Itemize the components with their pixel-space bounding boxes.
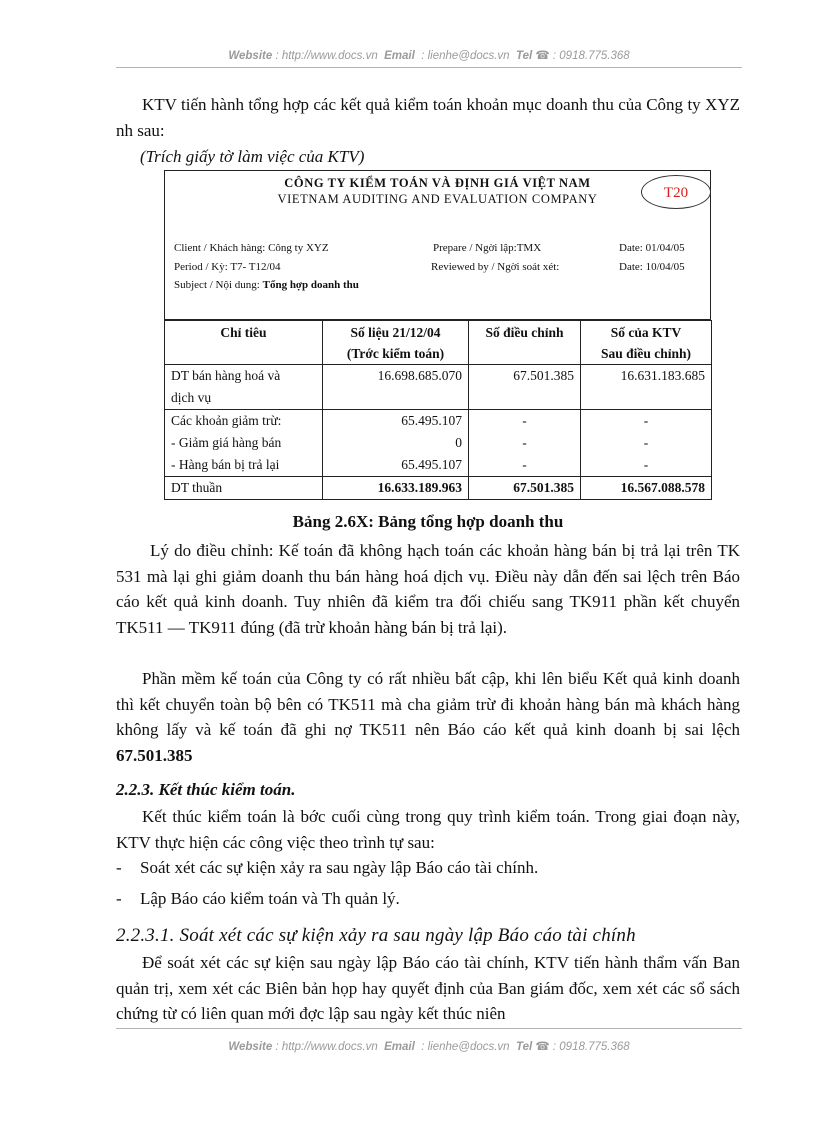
section-2-2-3-1-paragraph: Để soát xét các sự kiện sau ngày lập Báo cáo tài chính, KTV tiến hành thẩm vấn Ban quản trị, xem xét các Biên bản họp hay quyết định của Ban giám đốc, xem xét các sổ sách chứng từ có liên quan mới đợc lập sau ngày kết thúc niên [116,953,740,1023]
section-heading-2-2-3-1: 2.2.3.1. Soát xét các sự kiện xảy ra sau ngày lập Báo cáo tài chính [116,925,636,946]
page-footer [116,1039,742,1053]
adjustment-amount: 67.501.385 [116,745,193,765]
adjustment-reason-paragraph: Lý do điều chỉnh: Kế toán đã không hạch toán các khoản hàng bán bị trả lại trên TK 531 mà lại ghi giảm doanh thu bán hàng hoá dịch vụ. Điều này dẫn đến sai lệch trên Báo cáo kết quả kinh doanh. Tuy nhiên đã kiểm tra đối chiếu sang TK911 phần kết chuyển TK511 — TK911 đúng (đã trừ khoản hàng bán bị trả lại). [116,541,740,637]
email-value[interactable]: : lienhe@docs.vn [421,1041,510,1053]
table-caption: Bảng 2.6X: Bảng tổng hợp doanh thu [292,512,564,531]
cell-value: 67.501.385 [469,477,581,500]
tel-value: ☎ : 0918.775.368 [535,50,630,62]
header-cell: Số điều chỉnh [469,321,581,365]
revenue-summary-table [164,320,712,500]
subject-field [174,279,359,291]
header-cell: Số của KTV Sau điều chỉnh) [581,321,712,365]
row-label: Các khoản giảm trừ: - Giảm giá hàng bán - Hàng bán bị trả lại [165,410,323,477]
cell-value: 67.501.385 [469,365,581,410]
email-label: Email [384,1041,415,1053]
row-label: DT thuần [165,477,323,500]
table-total-row [165,477,712,500]
tel-value: ☎ : 0918.775.368 [535,1041,630,1053]
table-row [165,365,712,410]
website-label: Website [228,1041,273,1053]
cell-value: - - - [581,410,712,477]
software-text: Phần mềm kế toán của Công ty có rất nhiều bất cập, khi lên biểu Kết quả kinh doanh thì kết chuyển toàn bộ bên có TK511 mà cha giảm trừ đi khoản hàng bán mà khách hàng không lấy và kế toán đã ghi nợ TK511 nên Báo cáo kết quả kinh doanh bị sai lệch [116,669,740,739]
reference-badge: T20 [641,175,711,209]
intro-paragraph: KTV tiến hành tổng hợp các kết quả kiểm toán khoản mục doanh thu của Công ty XYZ nh sau: [116,95,740,140]
company-name-en: VIETNAM AUDITING AND EVALUATION COMPANY [277,192,598,206]
email-label: Email [384,50,415,62]
period-field: Period / Kỳ: T7- T12/04 [174,261,281,273]
section-heading-2-2-3: 2.2.3. Kết thúc kiểm toán. [116,780,296,799]
working-paper-header [164,170,711,320]
software-paragraph [116,666,740,768]
cell-value: 65.495.107 0 65.495.107 [323,410,469,477]
subject-label: Subject / Nội dung: [174,279,260,291]
page-header [116,48,742,62]
footer-divider [116,1028,742,1029]
cell-value: - - - [469,410,581,477]
header-cell: Số liệu 21/12/04 (Trớc kiểm toán) [323,321,469,365]
website-url[interactable]: : http://www.docs.vn [275,1041,378,1053]
cell-value: 16.567.088.578 [581,477,712,500]
cell-value: 16.631.183.685 [581,365,712,410]
cell-value: 16.633.189.963 [323,477,469,500]
date-prepared: Date: 01/04/05 [619,242,685,254]
row-label: DT bán hàng hoá và dịch vụ [165,365,323,410]
tel-label: Tel [515,50,533,62]
subject-value: Tổng hợp doanh thu [262,279,359,291]
header-cell: Chỉ tiêu [165,321,323,365]
email-value[interactable]: : lienhe@docs.vn [421,50,510,62]
table-header-row [165,321,712,365]
intro-note: (Trích giấy tờ làm việc của KTV) [140,147,365,166]
prepare-field: Prepare / Ngời lập:TMX [433,242,542,254]
tel-label: Tel [515,1041,533,1053]
date-reviewed: Date: 10/04/05 [619,261,685,273]
website-url[interactable]: : http://www.docs.vn [275,50,378,62]
list-item: - Lập Báo cáo kiểm toán và Th quản lý. [116,889,400,908]
cell-value: 16.698.685.070 [323,365,469,410]
company-name-vn: CÔNG TY KIỂM TOÁN VÀ ĐỊNH GIÁ VIỆT NAM [284,176,591,190]
header-divider [116,67,742,68]
reviewed-field: Reviewed by / Ngời soát xét: [431,261,560,273]
list-item: - Soát xét các sự kiện xảy ra sau ngày lập Báo cáo tài chính. [116,858,539,877]
client-field: Client / Khách hàng: Công ty XYZ [174,242,329,254]
table-row [165,410,712,477]
website-label: Website [228,50,273,62]
section-2-2-3-paragraph: Kết thúc kiểm toán là bớc cuối cùng trong quy trình kiểm toán. Trong giai đoạn này, KTV thực hiện các công việc theo trình tự sau: [116,807,740,852]
